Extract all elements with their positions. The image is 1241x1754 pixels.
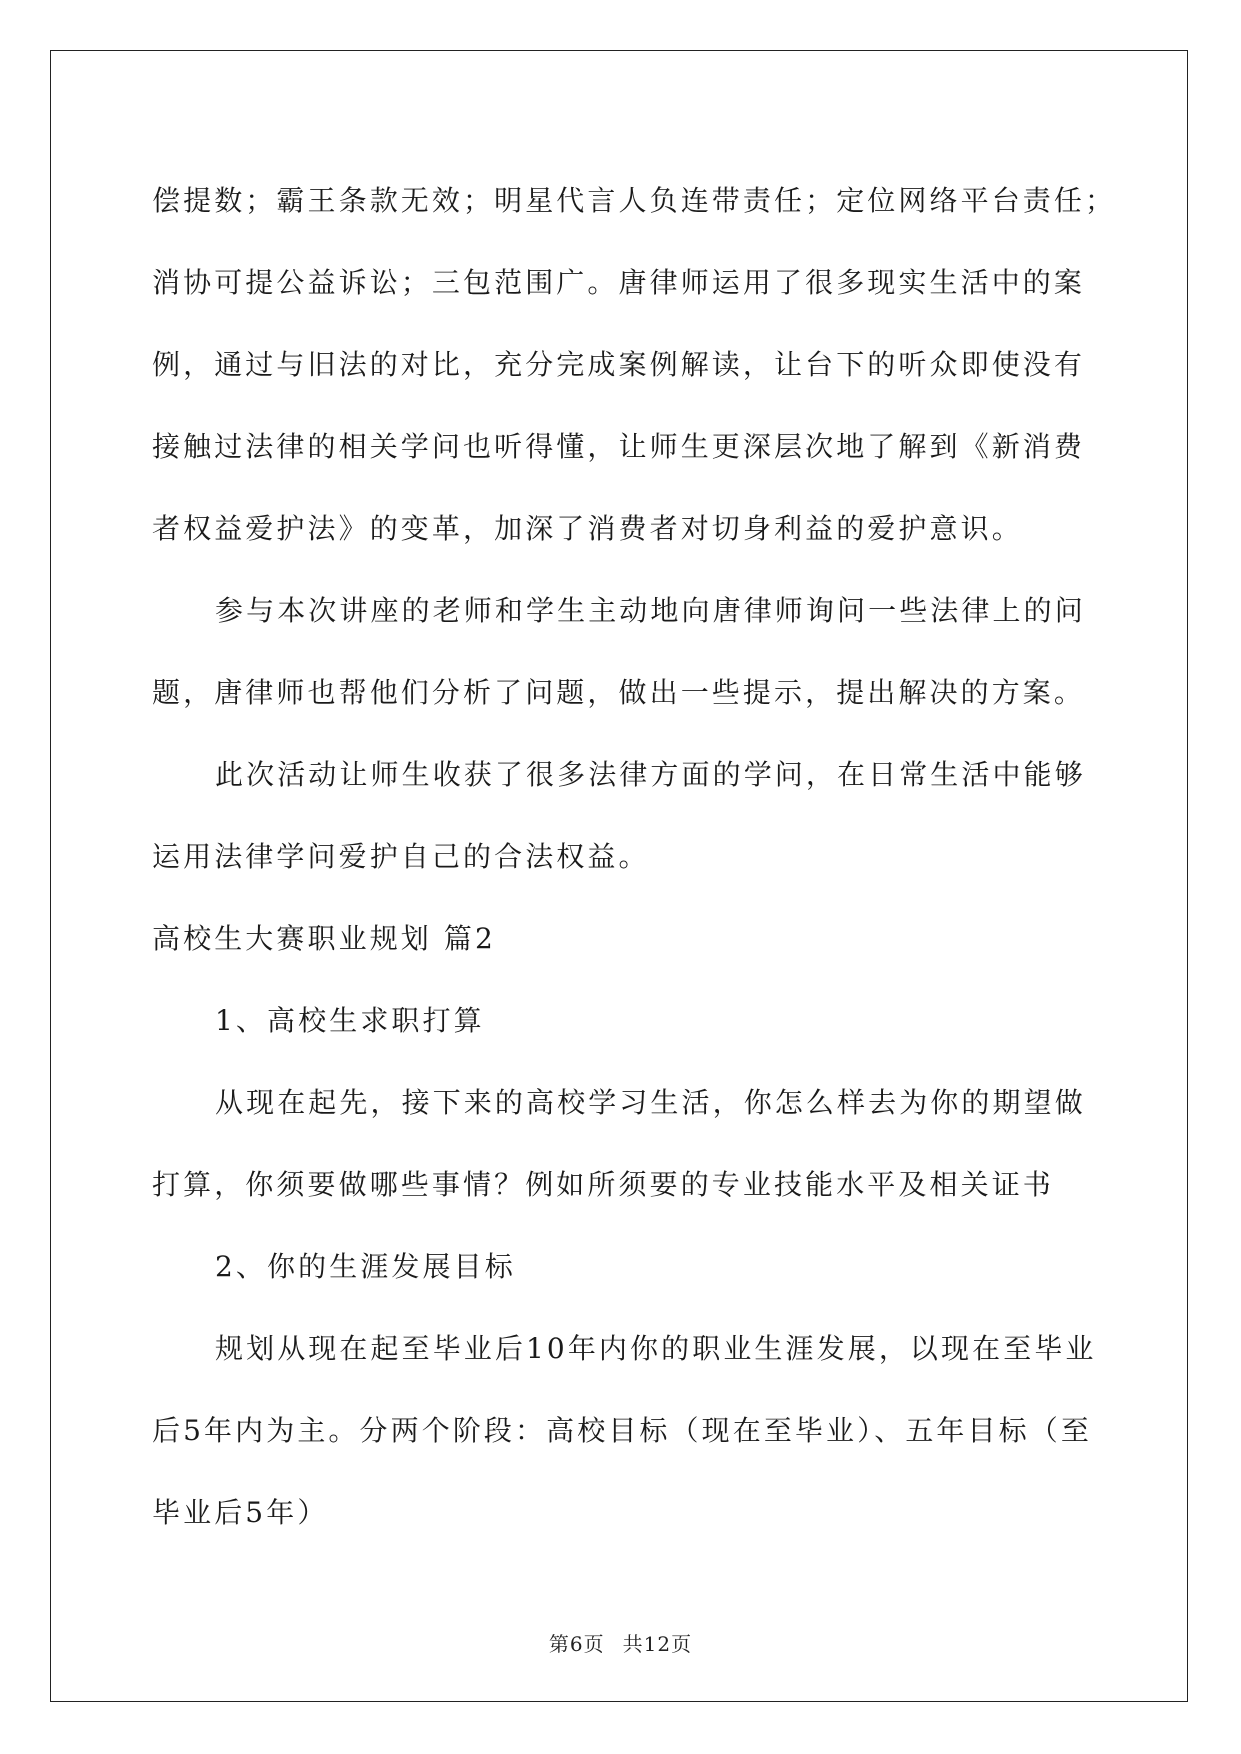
document-body [152, 160, 1117, 1554]
text-line: 例，通过与旧法的对比，充分完成案例解读，让台下的听众即使没有 [152, 348, 1086, 381]
text-line: 后5年内为主。分两个阶段：高校目标（现在至毕业）、五年目标（至 [152, 1414, 1092, 1447]
text-line: 偿提数；霸王条款无效；明星代言人负连带责任；定位网络平台责任； [152, 184, 1117, 217]
text-line: 毕业后5年） [152, 1496, 329, 1529]
paragraph-start-line: 从现在起先，接下来的高校学习生活，你怎么样去为你的期望做 [215, 1086, 1086, 1119]
page-number: 第6页 [548, 1632, 605, 1656]
text-line: 打算，你须要做哪些事情？例如所须要的专业技能水平及相关证书 [152, 1168, 1054, 1201]
paragraph-start-line: 此次活动让师生收获了很多法律方面的学问，在日常生活中能够 [215, 758, 1086, 791]
subheading: 2、你的生涯发展目标 [215, 1250, 516, 1283]
paragraph-start-line: 参与本次讲座的老师和学生主动地向唐律师询问一些法律上的问 [215, 594, 1086, 627]
paragraph-start-line: 规划从现在起至毕业后10年内你的职业生涯发展，以现在至毕业 [215, 1332, 1097, 1365]
text-line: 运用法律学问爱护自己的合法权益。 [152, 840, 650, 873]
page-total: 共12页 [622, 1632, 693, 1656]
text-line: 接触过法律的相关学问也听得懂，让师生更深层次地了解到《新消费 [152, 430, 1086, 463]
section-heading: 高校生大赛职业规划 篇2 [152, 922, 496, 955]
text-line: 消协可提公益诉讼；三包范围广。唐律师运用了很多现实生活中的案 [152, 266, 1086, 299]
text-line: 者权益爱护法》的变革，加深了消费者对切身利益的爱护意识。 [152, 512, 1023, 545]
subheading: 1、高校生求职打算 [215, 1004, 485, 1037]
text-line: 题，唐律师也帮他们分析了问题，做出一些提示，提出解决的方案。 [152, 676, 1086, 709]
page-footer [0, 1628, 1241, 1657]
